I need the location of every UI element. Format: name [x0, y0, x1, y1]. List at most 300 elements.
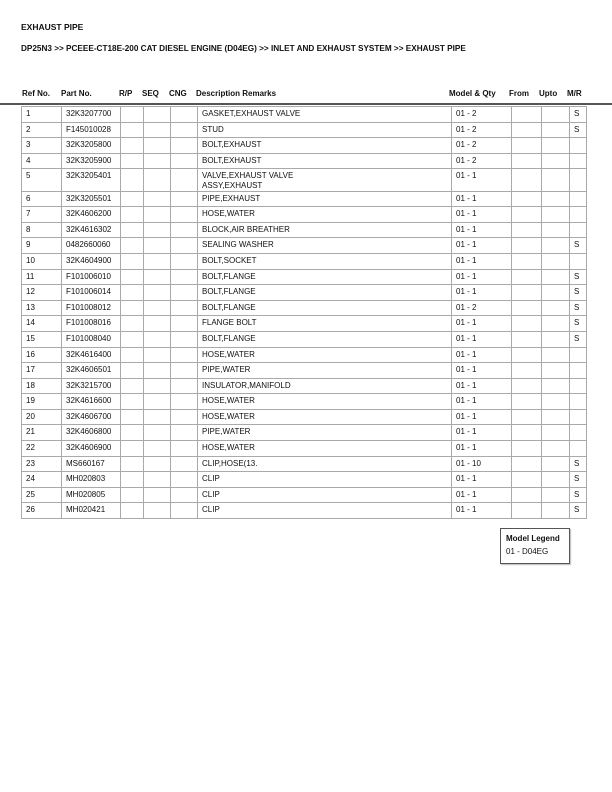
part-no-cell: 32K4606700 — [62, 409, 121, 425]
seq-cell — [144, 425, 171, 441]
model-qty-cell: 01 - 2 — [452, 300, 512, 316]
upto-cell — [542, 300, 570, 316]
table-row — [22, 378, 587, 394]
table-row — [22, 409, 587, 425]
table-row — [22, 238, 587, 254]
seq-cell — [144, 347, 171, 363]
upto-cell — [542, 253, 570, 269]
seq-cell — [144, 285, 171, 301]
seq-cell — [144, 169, 171, 191]
model-qty-cell: 01 - 1 — [452, 347, 512, 363]
upto-cell — [542, 222, 570, 238]
rp-cell — [121, 122, 144, 138]
part-no-cell: 32K3205800 — [62, 138, 121, 154]
cng-cell — [171, 487, 198, 503]
description-cell: STUD — [198, 122, 452, 138]
table-row — [22, 207, 587, 223]
table-row — [22, 269, 587, 285]
part-no-cell: 32K3215700 — [62, 378, 121, 394]
from-cell — [512, 191, 542, 207]
ref-cell: 22 — [22, 441, 62, 457]
part-no-cell: MS660167 — [62, 456, 121, 472]
upto-cell — [542, 169, 570, 191]
rp-cell — [121, 107, 144, 123]
model-legend — [500, 528, 570, 564]
cng-cell — [171, 169, 198, 191]
rp-cell — [121, 347, 144, 363]
col-mr: M/R — [567, 89, 582, 98]
ref-cell: 7 — [22, 207, 62, 223]
description-cell: INSULATOR,MANIFOLD — [198, 378, 452, 394]
from-cell — [512, 425, 542, 441]
table-row — [22, 138, 587, 154]
table-row — [22, 169, 587, 191]
mr-cell: S — [570, 472, 587, 488]
mr-cell — [570, 425, 587, 441]
ref-cell: 6 — [22, 191, 62, 207]
part-no-cell: 32K4606501 — [62, 363, 121, 379]
model-qty-cell: 01 - 1 — [452, 472, 512, 488]
ref-cell: 20 — [22, 409, 62, 425]
cng-cell — [171, 472, 198, 488]
seq-cell — [144, 107, 171, 123]
seq-cell — [144, 409, 171, 425]
upto-cell — [542, 409, 570, 425]
seq-cell — [144, 138, 171, 154]
rp-cell — [121, 153, 144, 169]
upto-cell — [542, 238, 570, 254]
part-no-cell: F101006014 — [62, 285, 121, 301]
description-cell: CLIP — [198, 503, 452, 519]
mr-cell — [570, 409, 587, 425]
description-cell: FLANGE BOLT — [198, 316, 452, 332]
description-cell: BOLT,FLANGE — [198, 331, 452, 347]
upto-cell — [542, 153, 570, 169]
model-qty-cell: 01 - 1 — [452, 378, 512, 394]
table-row — [22, 503, 587, 519]
part-no-cell: F101008012 — [62, 300, 121, 316]
description-cell: BOLT,EXHAUST — [198, 138, 452, 154]
ref-cell: 23 — [22, 456, 62, 472]
description-cell: HOSE,WATER — [198, 441, 452, 457]
upto-cell — [542, 122, 570, 138]
mr-cell — [570, 169, 587, 191]
mr-cell: S — [570, 300, 587, 316]
table-row — [22, 316, 587, 332]
description-cell: SEALING WASHER — [198, 238, 452, 254]
description-cell: CLIP — [198, 487, 452, 503]
ref-cell: 3 — [22, 138, 62, 154]
upto-cell — [542, 331, 570, 347]
rp-cell — [121, 222, 144, 238]
table-row — [22, 222, 587, 238]
seq-cell — [144, 253, 171, 269]
description-cell: HOSE,WATER — [198, 207, 452, 223]
seq-cell — [144, 472, 171, 488]
part-no-cell: 32K4606800 — [62, 425, 121, 441]
seq-cell — [144, 269, 171, 285]
rp-cell — [121, 472, 144, 488]
model-qty-cell: 01 - 1 — [452, 269, 512, 285]
from-cell — [512, 222, 542, 238]
seq-cell — [144, 300, 171, 316]
model-qty-cell: 01 - 1 — [452, 363, 512, 379]
table-row — [22, 107, 587, 123]
description-cell: CLIP,HOSE(13. — [198, 456, 452, 472]
upto-cell — [542, 394, 570, 410]
description-line: VALVE,EXHAUST VALVE — [202, 171, 294, 181]
from-cell — [512, 207, 542, 223]
ref-cell: 18 — [22, 378, 62, 394]
col-cng: CNG — [169, 89, 187, 98]
model-qty-cell: 01 - 1 — [452, 253, 512, 269]
from-cell — [512, 122, 542, 138]
cng-cell — [171, 238, 198, 254]
seq-cell — [144, 207, 171, 223]
part-no-cell: 32K3205501 — [62, 191, 121, 207]
cng-cell — [171, 269, 198, 285]
rp-cell — [121, 394, 144, 410]
mr-cell: S — [570, 107, 587, 123]
rp-cell — [121, 441, 144, 457]
mr-cell — [570, 222, 587, 238]
rp-cell — [121, 331, 144, 347]
from-cell — [512, 456, 542, 472]
mr-cell — [570, 191, 587, 207]
cng-cell — [171, 122, 198, 138]
rp-cell — [121, 269, 144, 285]
part-no-cell: 32K4616302 — [62, 222, 121, 238]
cng-cell — [171, 347, 198, 363]
from-cell — [512, 316, 542, 332]
cng-cell — [171, 138, 198, 154]
mr-cell — [570, 441, 587, 457]
part-no-cell: F101008040 — [62, 331, 121, 347]
mr-cell — [570, 253, 587, 269]
rp-cell — [121, 503, 144, 519]
description-cell: BOLT,EXHAUST — [198, 153, 452, 169]
description-cell: PIPE,WATER — [198, 425, 452, 441]
cng-cell — [171, 222, 198, 238]
mr-cell: S — [570, 456, 587, 472]
cng-cell — [171, 441, 198, 457]
upto-cell — [542, 472, 570, 488]
from-cell — [512, 409, 542, 425]
table-row — [22, 153, 587, 169]
page-title: EXHAUST PIPE — [21, 22, 84, 32]
cng-cell — [171, 363, 198, 379]
cng-cell — [171, 409, 198, 425]
col-model-qty: Model & Qty — [449, 89, 496, 98]
legend-value: 01 - D04EG — [506, 547, 549, 556]
model-qty-cell: 01 - 1 — [452, 425, 512, 441]
rp-cell — [121, 409, 144, 425]
table-row — [22, 363, 587, 379]
mr-cell: S — [570, 503, 587, 519]
seq-cell — [144, 378, 171, 394]
mr-cell: S — [570, 285, 587, 301]
upto-cell — [542, 191, 570, 207]
mr-cell — [570, 363, 587, 379]
upto-cell — [542, 316, 570, 332]
from-cell — [512, 169, 542, 191]
mr-cell: S — [570, 269, 587, 285]
mr-cell — [570, 138, 587, 154]
from-cell — [512, 394, 542, 410]
cng-cell — [171, 378, 198, 394]
part-no-cell: 32K4606200 — [62, 207, 121, 223]
table-row — [22, 191, 587, 207]
from-cell — [512, 331, 542, 347]
model-qty-cell: 01 - 1 — [452, 441, 512, 457]
model-qty-cell: 01 - 1 — [452, 207, 512, 223]
part-no-cell: MH020805 — [62, 487, 121, 503]
model-qty-cell: 01 - 10 — [452, 456, 512, 472]
rp-cell — [121, 238, 144, 254]
from-cell — [512, 300, 542, 316]
cng-cell — [171, 394, 198, 410]
cng-cell — [171, 456, 198, 472]
ref-cell: 24 — [22, 472, 62, 488]
upto-cell — [542, 347, 570, 363]
description-cell — [198, 169, 452, 191]
part-no-cell: 32K4616600 — [62, 394, 121, 410]
cng-cell — [171, 191, 198, 207]
ref-cell: 5 — [22, 169, 62, 191]
description-cell: BOLT,FLANGE — [198, 285, 452, 301]
from-cell — [512, 503, 542, 519]
upto-cell — [542, 363, 570, 379]
col-part: Part No. — [61, 89, 92, 98]
model-qty-cell: 01 - 1 — [452, 316, 512, 332]
from-cell — [512, 363, 542, 379]
ref-cell: 16 — [22, 347, 62, 363]
model-qty-cell: 01 - 1 — [452, 487, 512, 503]
from-cell — [512, 347, 542, 363]
model-qty-cell: 01 - 1 — [452, 285, 512, 301]
rp-cell — [121, 300, 144, 316]
model-qty-cell: 01 - 1 — [452, 238, 512, 254]
model-qty-cell: 01 - 1 — [452, 394, 512, 410]
description-cell: PIPE,WATER — [198, 363, 452, 379]
ref-cell: 11 — [22, 269, 62, 285]
cng-cell — [171, 300, 198, 316]
ref-cell: 14 — [22, 316, 62, 332]
seq-cell — [144, 191, 171, 207]
rp-cell — [121, 425, 144, 441]
table-row — [22, 394, 587, 410]
rp-cell — [121, 456, 144, 472]
part-no-cell: 32K4606900 — [62, 441, 121, 457]
table-row — [22, 285, 587, 301]
seq-cell — [144, 122, 171, 138]
description-cell: GASKET,EXHAUST VALVE — [198, 107, 452, 123]
table-row — [22, 441, 587, 457]
from-cell — [512, 107, 542, 123]
from-cell — [512, 253, 542, 269]
table-row — [22, 253, 587, 269]
part-no-cell: 32K4616400 — [62, 347, 121, 363]
description-cell: BOLT,SOCKET — [198, 253, 452, 269]
ref-cell: 21 — [22, 425, 62, 441]
mr-cell: S — [570, 331, 587, 347]
from-cell — [512, 238, 542, 254]
cng-cell — [171, 331, 198, 347]
table-row — [22, 347, 587, 363]
seq-cell — [144, 153, 171, 169]
model-qty-cell: 01 - 2 — [452, 107, 512, 123]
part-no-cell: 32K3205900 — [62, 153, 121, 169]
from-cell — [512, 472, 542, 488]
part-no-cell: 32K3205401 — [62, 169, 121, 191]
part-no-cell: 0482660060 — [62, 238, 121, 254]
rp-cell — [121, 363, 144, 379]
part-no-cell: 32K3207700 — [62, 107, 121, 123]
description-cell: CLIP — [198, 472, 452, 488]
ref-cell: 12 — [22, 285, 62, 301]
upto-cell — [542, 456, 570, 472]
breadcrumb: DP25N3 >> PCEEE-CT18E-200 CAT DIESEL ENGINE (D04EG) >> INLET AND EXHAUST SYSTEM >> EXHAUST PIPE — [21, 44, 466, 53]
rp-cell — [121, 207, 144, 223]
mr-cell: S — [570, 122, 587, 138]
upto-cell — [542, 425, 570, 441]
from-cell — [512, 487, 542, 503]
upto-cell — [542, 138, 570, 154]
rp-cell — [121, 316, 144, 332]
col-ref: Ref No. — [22, 89, 50, 98]
description-cell: BOLT,FLANGE — [198, 269, 452, 285]
ref-cell: 15 — [22, 331, 62, 347]
cng-cell — [171, 285, 198, 301]
col-from: From — [509, 89, 529, 98]
seq-cell — [144, 503, 171, 519]
upto-cell — [542, 378, 570, 394]
upto-cell — [542, 285, 570, 301]
model-qty-cell: 01 - 1 — [452, 503, 512, 519]
seq-cell — [144, 363, 171, 379]
description-cell: HOSE,WATER — [198, 347, 452, 363]
ref-cell: 4 — [22, 153, 62, 169]
table-row — [22, 456, 587, 472]
from-cell — [512, 285, 542, 301]
from-cell — [512, 441, 542, 457]
seq-cell — [144, 487, 171, 503]
mr-cell — [570, 153, 587, 169]
seq-cell — [144, 222, 171, 238]
ref-cell: 8 — [22, 222, 62, 238]
model-qty-cell: 01 - 1 — [452, 222, 512, 238]
rp-cell — [121, 138, 144, 154]
mr-cell — [570, 394, 587, 410]
model-qty-cell: 01 - 2 — [452, 138, 512, 154]
ref-cell: 10 — [22, 253, 62, 269]
mr-cell: S — [570, 316, 587, 332]
description-cell: BLOCK,AIR BREATHER — [198, 222, 452, 238]
col-rp: R/P — [119, 89, 133, 98]
model-qty-cell: 01 - 1 — [452, 409, 512, 425]
col-desc: Description Remarks — [196, 89, 277, 98]
cng-cell — [171, 207, 198, 223]
part-no-cell: F145010028 — [62, 122, 121, 138]
upto-cell — [542, 441, 570, 457]
description-cell: HOSE,WATER — [198, 409, 452, 425]
table-row — [22, 300, 587, 316]
model-qty-cell: 01 - 2 — [452, 153, 512, 169]
rp-cell — [121, 285, 144, 301]
seq-cell — [144, 394, 171, 410]
table-row — [22, 487, 587, 503]
part-no-cell: F101006010 — [62, 269, 121, 285]
cng-cell — [171, 253, 198, 269]
model-qty-cell: 01 - 2 — [452, 122, 512, 138]
part-no-cell: MH020803 — [62, 472, 121, 488]
part-no-cell: 32K4604900 — [62, 253, 121, 269]
ref-cell: 13 — [22, 300, 62, 316]
legend-title: Model Legend — [506, 534, 560, 543]
table-header — [0, 88, 612, 105]
mr-cell — [570, 207, 587, 223]
table-row — [22, 425, 587, 441]
seq-cell — [144, 316, 171, 332]
rp-cell — [121, 191, 144, 207]
upto-cell — [542, 107, 570, 123]
col-upto: Upto — [539, 89, 558, 98]
model-qty-cell: 01 - 1 — [452, 169, 512, 191]
ref-cell: 17 — [22, 363, 62, 379]
ref-cell: 19 — [22, 394, 62, 410]
cng-cell — [171, 153, 198, 169]
from-cell — [512, 269, 542, 285]
ref-cell: 25 — [22, 487, 62, 503]
seq-cell — [144, 456, 171, 472]
ref-cell: 1 — [22, 107, 62, 123]
rp-cell — [121, 487, 144, 503]
ref-cell: 2 — [22, 122, 62, 138]
mr-cell — [570, 347, 587, 363]
table-row — [22, 122, 587, 138]
seq-cell — [144, 238, 171, 254]
description-cell: HOSE,WATER — [198, 394, 452, 410]
ref-cell: 26 — [22, 503, 62, 519]
model-qty-cell: 01 - 1 — [452, 331, 512, 347]
from-cell — [512, 378, 542, 394]
upto-cell — [542, 207, 570, 223]
table-row — [22, 331, 587, 347]
col-seq: SEQ — [142, 89, 159, 98]
table-row — [22, 472, 587, 488]
cng-cell — [171, 503, 198, 519]
rp-cell — [121, 169, 144, 191]
ref-cell: 9 — [22, 238, 62, 254]
rp-cell — [121, 378, 144, 394]
description-cell: PIPE,EXHAUST — [198, 191, 452, 207]
part-no-cell: F101008016 — [62, 316, 121, 332]
from-cell — [512, 153, 542, 169]
upto-cell — [542, 487, 570, 503]
cng-cell — [171, 425, 198, 441]
part-no-cell: MH020421 — [62, 503, 121, 519]
mr-cell — [570, 378, 587, 394]
parts-table — [21, 106, 587, 519]
rp-cell — [121, 253, 144, 269]
cng-cell — [171, 107, 198, 123]
upto-cell — [542, 269, 570, 285]
upto-cell — [542, 503, 570, 519]
mr-cell: S — [570, 487, 587, 503]
from-cell — [512, 138, 542, 154]
model-qty-cell: 01 - 1 — [452, 191, 512, 207]
description-line: ASSY,EXHAUST — [202, 180, 263, 190]
